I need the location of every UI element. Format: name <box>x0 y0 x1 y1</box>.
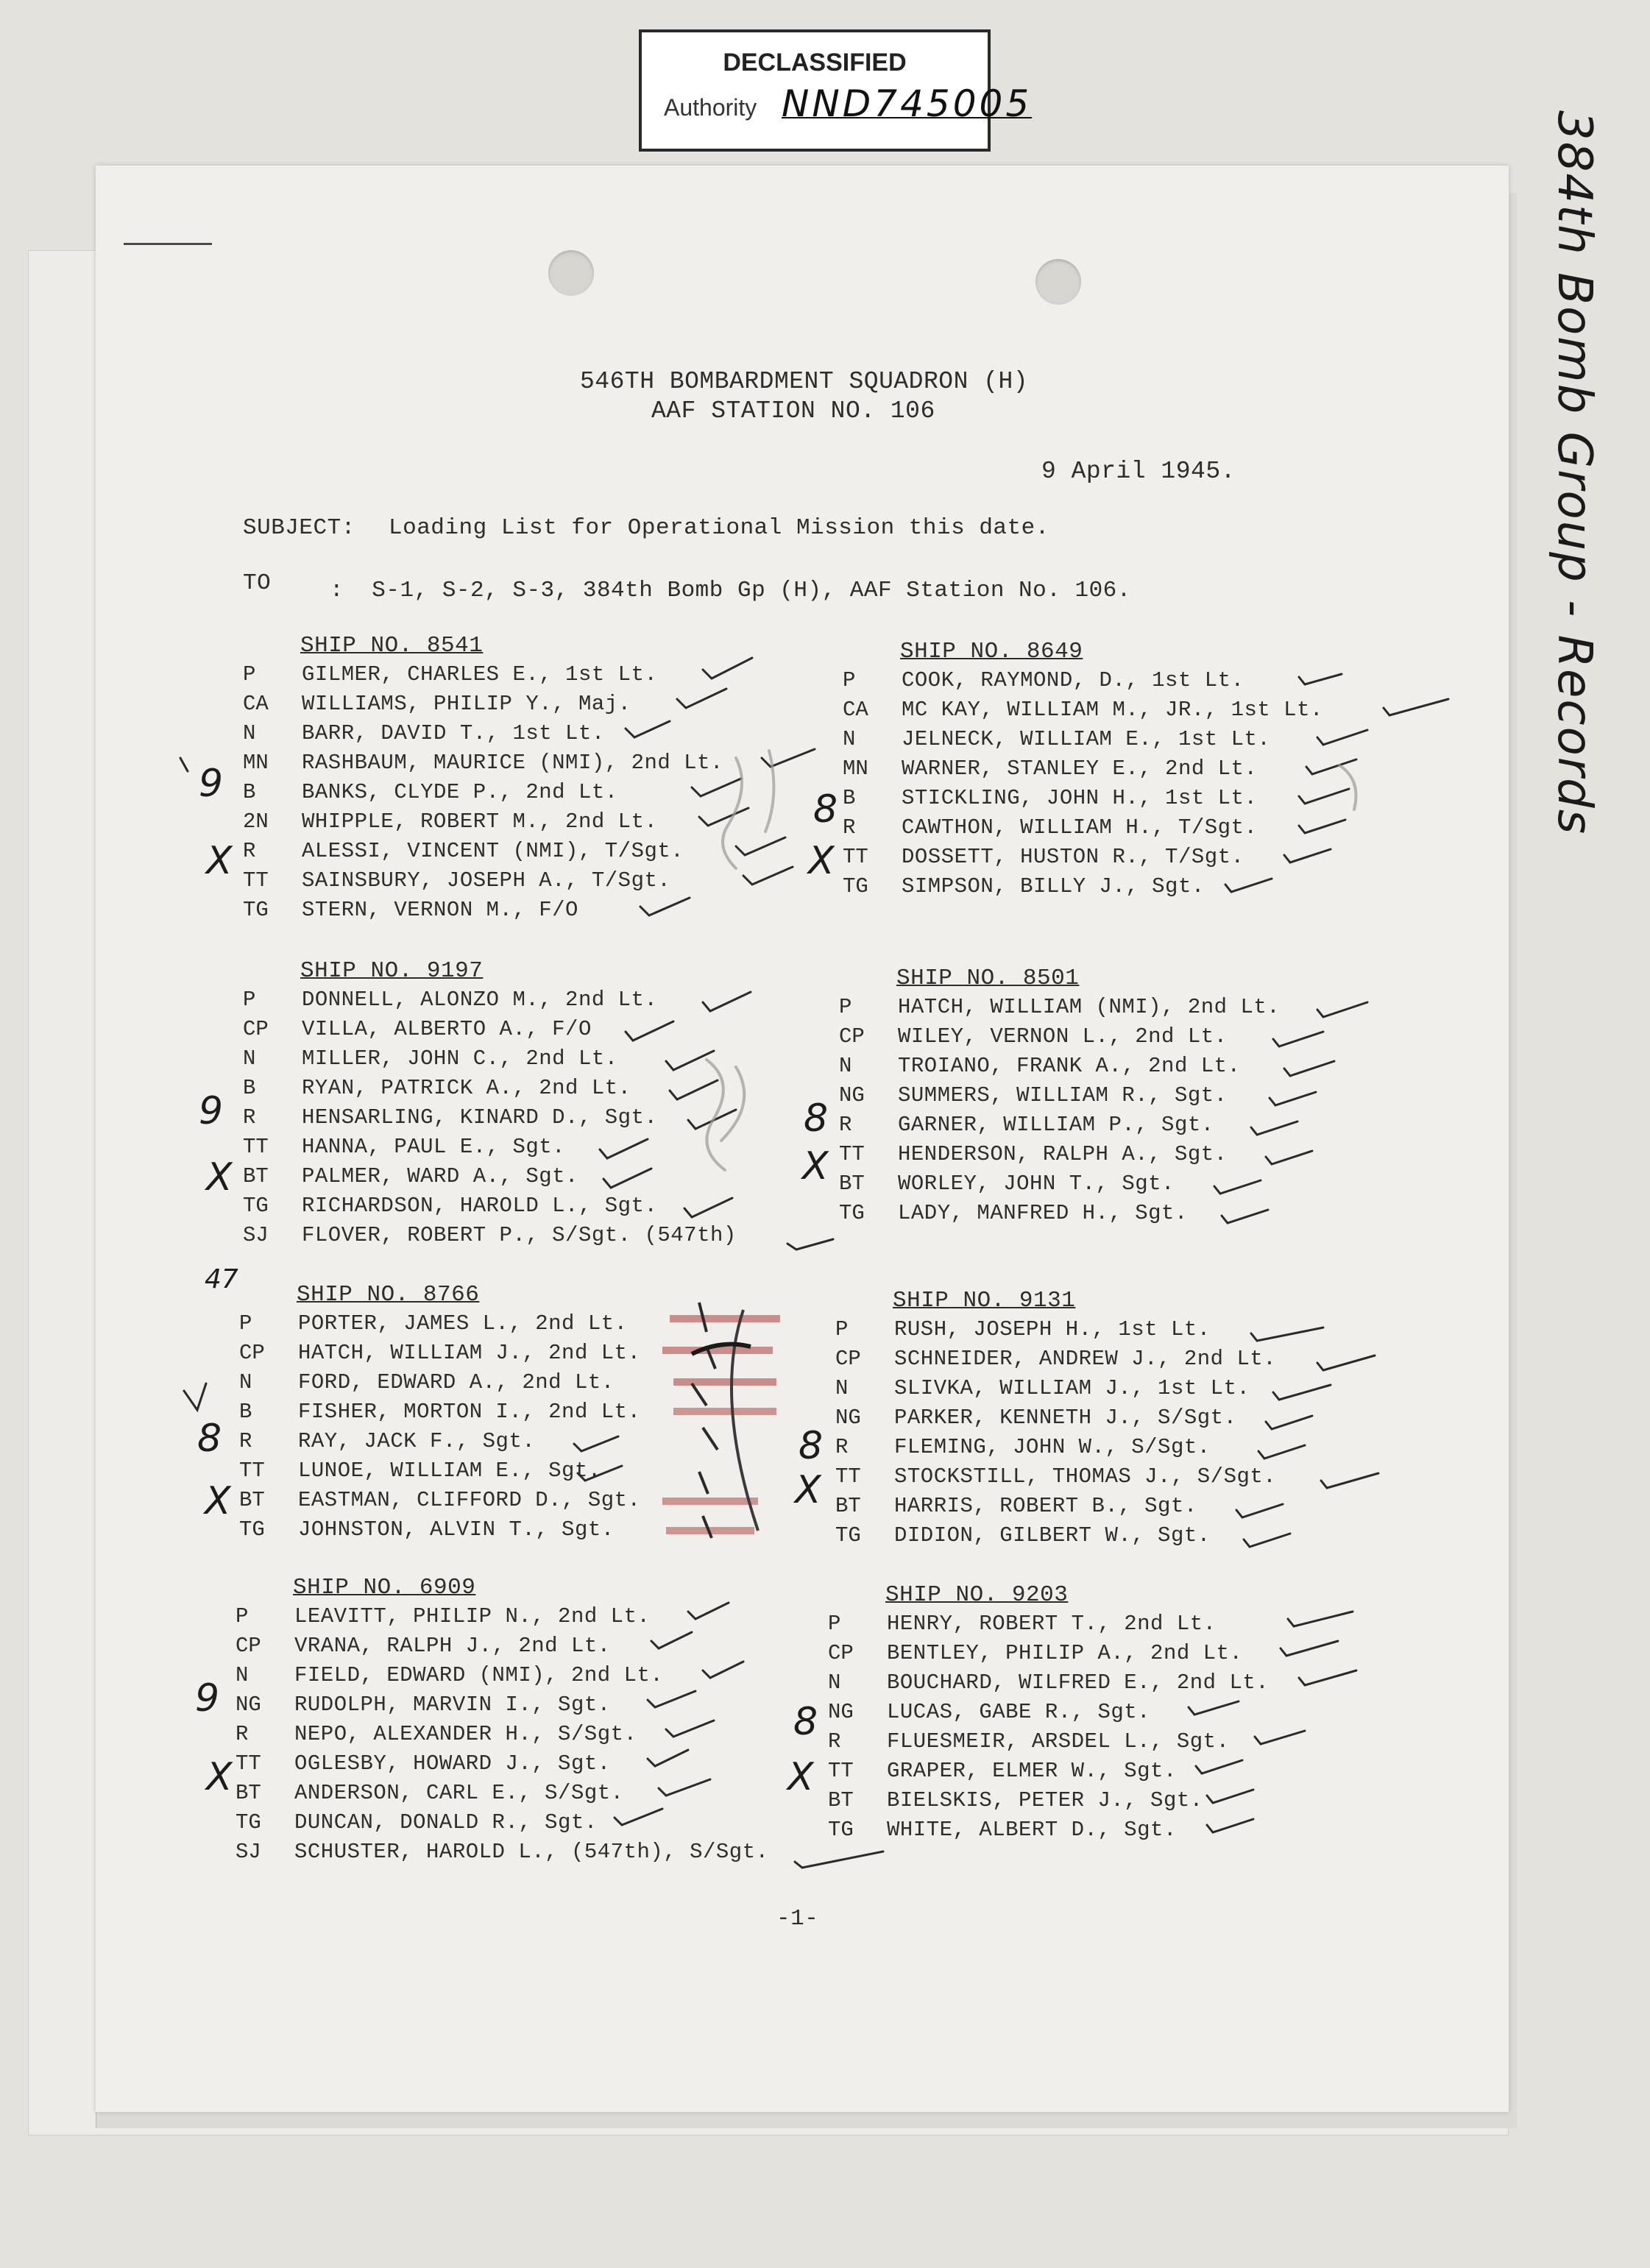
crew-name: SIMPSON, BILLY J., Sgt. <box>902 874 1205 899</box>
subject-text: Loading List for Operational Mission this date. <box>389 515 1049 541</box>
crew-name: HATCH, WILLIAM J., 2nd Lt. <box>298 1341 641 1365</box>
crew-role: BT <box>828 1788 854 1812</box>
handwritten-mark: X <box>206 1755 233 1799</box>
check-mark <box>1258 1445 1305 1459</box>
stamp-authority-number: NND745005 <box>782 82 1033 125</box>
check-mark <box>648 1750 688 1766</box>
strike-out-8766 <box>662 1303 780 1538</box>
check-mark <box>1189 1701 1239 1715</box>
crew-name: NEPO, ALEXANDER H., S/Sgt. <box>294 1722 637 1746</box>
check-mark <box>600 1139 648 1158</box>
crew-name: SLIVKA, WILLIAM J., 1st Lt. <box>894 1376 1250 1400</box>
ship-title: SHIP NO. 8501 <box>896 965 1080 991</box>
crew-name: LEAVITT, PHILIP N., 2nd Lt. <box>294 1604 651 1629</box>
crew-role: N <box>843 727 856 751</box>
ship-title: SHIP NO. 9203 <box>885 1582 1069 1608</box>
check-mark <box>684 1198 732 1217</box>
crew-role: B <box>239 1400 252 1424</box>
crew-name: TROIANO, FRANK A., 2nd Lt. <box>898 1054 1241 1078</box>
crew-name: BOUCHARD, WILFRED E., 2nd Lt. <box>887 1670 1270 1695</box>
crew-name: WILEY, VERNON L., 2nd Lt. <box>898 1024 1228 1049</box>
handwritten-mark: 9 <box>195 1676 220 1721</box>
faint-pencil-strikes <box>707 751 1356 1170</box>
crew-role: CP <box>243 1017 269 1041</box>
crew-name: BENTLEY, PHILIP A., 2nd Lt. <box>887 1641 1243 1665</box>
crew-role: TG <box>839 1201 865 1225</box>
crew-role: CP <box>236 1634 261 1658</box>
crew-role: NG <box>835 1406 861 1430</box>
check-mark <box>1266 1416 1312 1429</box>
crew-name: WHIPPLE, ROBERT M., 2nd Lt. <box>302 809 658 834</box>
crew-name: EASTMAN, CLIFFORD D., Sgt. <box>298 1488 641 1512</box>
crew-name: LADY, MANFRED H., Sgt. <box>898 1201 1188 1225</box>
crew-role: BT <box>835 1494 861 1518</box>
check-mark <box>1270 1092 1316 1105</box>
crew-name: WILLIAMS, PHILIP Y., Maj. <box>302 692 631 716</box>
check-mark <box>626 721 670 737</box>
crew-role: TT <box>839 1142 865 1166</box>
check-mark <box>688 1603 729 1619</box>
crew-role: SJ <box>243 1223 269 1247</box>
crew-role: NG <box>236 1693 261 1717</box>
check-mark <box>1273 1032 1323 1046</box>
crew-role: B <box>243 1076 256 1100</box>
check-mark <box>1196 1760 1242 1773</box>
crew-name: PARKER, KENNETH J., S/Sgt. <box>894 1406 1237 1430</box>
document-date: 9 April 1945. <box>1041 458 1236 485</box>
handwritten-mark: 9 <box>199 1089 224 1133</box>
handwritten-mark: X <box>206 839 233 883</box>
pen-tick <box>184 1383 206 1410</box>
to-label: TO <box>243 570 272 596</box>
crew-role: CP <box>839 1024 865 1049</box>
crew-name: WHITE, ALBERT D., Sgt. <box>887 1818 1177 1842</box>
check-mark <box>703 992 751 1011</box>
to-text: : S-1, S-2, S-3, 384th Bomb Gp (H), AAF Station No. 106. <box>330 578 1131 603</box>
handwritten-mark: X <box>206 1155 233 1199</box>
check-mark <box>615 1809 662 1825</box>
crew-name: PALMER, WARD A., Sgt. <box>302 1164 578 1188</box>
crew-name: GARNER, WILLIAM P., Sgt. <box>898 1113 1214 1137</box>
check-mark <box>648 1691 695 1707</box>
crew-name: HATCH, WILLIAM (NMI), 2nd Lt. <box>898 995 1281 1019</box>
crew-role: P <box>239 1311 252 1336</box>
crew-role: MN <box>843 756 868 781</box>
crew-role: CA <box>843 698 868 722</box>
crew-name: RASHBAUM, MAURICE (NMI), 2nd Lt. <box>302 751 723 775</box>
check-mark <box>1299 789 1349 804</box>
handwritten-mark: 47 <box>205 1264 238 1294</box>
check-mark <box>1207 1819 1253 1832</box>
crew-name: ALESSI, VINCENT (NMI), T/Sgt. <box>302 839 684 863</box>
crew-name: VILLA, ALBERTO A., F/O <box>302 1017 592 1041</box>
crew-role: R <box>236 1722 249 1746</box>
crew-name: LUNOE, WILLIAM E., Sgt. <box>298 1459 601 1483</box>
ship-title: SHIP NO. 8541 <box>300 633 484 659</box>
handwritten-mark: 8 <box>804 1096 829 1141</box>
crew-role: SJ <box>236 1840 261 1864</box>
crew-role: B <box>843 786 856 810</box>
crew-name: HENSARLING, KINARD D., Sgt. <box>302 1105 658 1130</box>
crew-name: FLUESMEIR, ARSDEL L., Sgt. <box>887 1729 1230 1754</box>
margin-handwritten-note: 384th Bomb Group - Records <box>1547 110 1601 836</box>
crew-role: BT <box>243 1164 269 1188</box>
check-mark <box>795 1851 883 1868</box>
crew-name: VRANA, RALPH J., 2nd Lt. <box>294 1634 611 1658</box>
crew-role: TT <box>243 1135 269 1159</box>
handwritten-mark: X <box>205 1479 231 1523</box>
crew-role: N <box>243 721 256 745</box>
check-mark <box>574 1436 618 1451</box>
squadron-heading: 546TH BOMBARDMENT SQUADRON (H) <box>580 368 1029 395</box>
crew-role: N <box>243 1046 256 1071</box>
check-mark <box>1281 1641 1338 1656</box>
check-mark <box>1244 1534 1290 1547</box>
crew-role: 2N <box>243 809 269 834</box>
crew-name: JOHNSTON, ALVIN T., Sgt. <box>298 1517 615 1542</box>
crew-role: CA <box>243 692 269 716</box>
crew-name: BIELSKIS, PETER J., Sgt. <box>887 1788 1203 1812</box>
check-mark <box>703 658 752 678</box>
check-mark <box>1207 1790 1253 1803</box>
station-heading: AAF STATION NO. 106 <box>651 397 935 425</box>
crew-name: FLEMING, JOHN W., S/Sgt. <box>894 1435 1211 1459</box>
crew-role: TG <box>828 1818 854 1842</box>
check-mark <box>1284 849 1331 862</box>
crew-role: TT <box>828 1759 854 1783</box>
crew-role: P <box>839 995 852 1019</box>
crew-name: LUCAS, GABE R., Sgt. <box>887 1700 1151 1724</box>
crew-name: ANDERSON, CARL E., S/Sgt. <box>294 1781 624 1805</box>
check-mark <box>1317 1356 1375 1370</box>
crew-role: P <box>843 668 856 692</box>
crew-role: BT <box>236 1781 261 1805</box>
crew-role: BT <box>839 1172 865 1196</box>
check-mark <box>626 1021 673 1041</box>
check-mark <box>640 898 690 915</box>
crew-name: FISHER, MORTON I., 2nd Lt. <box>298 1400 641 1424</box>
crew-name: STICKLING, JOHN H., 1st Lt. <box>902 786 1258 810</box>
crew-role: N <box>839 1054 852 1078</box>
crew-name: BARR, DAVID T., 1st Lt. <box>302 721 605 745</box>
crew-name: DONNELL, ALONZO M., 2nd Lt. <box>302 988 658 1012</box>
crew-role: CP <box>239 1341 265 1365</box>
check-mark <box>1255 1731 1305 1744</box>
crew-name: HENDERSON, RALPH A., Sgt. <box>898 1142 1228 1166</box>
crew-name: JELNECK, WILLIAM E., 1st Lt. <box>902 727 1271 751</box>
crew-role: P <box>835 1317 849 1342</box>
check-mark <box>703 1662 743 1678</box>
crew-role: P <box>236 1604 249 1629</box>
check-mark <box>1284 1061 1334 1076</box>
check-mark <box>1384 699 1448 715</box>
crew-name: GILMER, CHARLES E., 1st Lt. <box>302 662 658 687</box>
check-mark <box>1288 1612 1353 1626</box>
crew-role: P <box>243 662 256 687</box>
crew-role: N <box>835 1376 849 1400</box>
check-mark <box>1225 879 1272 892</box>
handwritten-mark: 8 <box>793 1700 818 1744</box>
crew-role: TT <box>843 845 868 869</box>
ship-title: SHIP NO. 9131 <box>893 1288 1076 1314</box>
crew-role: TG <box>236 1810 261 1835</box>
crew-role: TG <box>843 874 868 899</box>
crew-name: DIDION, GILBERT W., Sgt. <box>894 1523 1211 1548</box>
ship-title: SHIP NO. 6909 <box>293 1575 476 1601</box>
crew-role: TG <box>243 898 269 922</box>
handwritten-mark: X <box>795 1468 821 1512</box>
handwritten-mark: X <box>808 839 835 883</box>
crew-role: CP <box>828 1641 854 1665</box>
crew-name: RUDOLPH, MARVIN I., Sgt. <box>294 1693 611 1717</box>
crew-role: R <box>828 1729 841 1754</box>
check-mark <box>1236 1504 1283 1517</box>
crew-name: RYAN, PATRICK A., 2nd Lt. <box>302 1076 631 1100</box>
check-mark <box>677 689 726 708</box>
crew-role: TT <box>236 1751 261 1776</box>
check-mark <box>699 808 748 826</box>
crew-role: N <box>828 1670 841 1695</box>
check-mark <box>1321 1473 1378 1488</box>
check-mark <box>736 837 785 855</box>
crew-name: SCHUSTER, HAROLD L., (547th), S/Sgt. <box>294 1840 769 1864</box>
check-mark <box>692 779 741 796</box>
handwritten-mark: X <box>787 1755 814 1799</box>
crew-name: HARRIS, ROBERT B., Sgt. <box>894 1494 1197 1518</box>
stamp-authority-label: Authority <box>664 94 757 121</box>
crew-role: P <box>828 1612 841 1636</box>
crew-role: N <box>236 1663 249 1687</box>
crew-name: FORD, EDWARD A., 2nd Lt. <box>298 1370 615 1395</box>
check-mark <box>666 1721 714 1737</box>
crew-name: RUSH, JOSEPH H., 1st Lt. <box>894 1317 1211 1342</box>
crew-role: R <box>835 1435 849 1459</box>
crew-role: MN <box>243 751 269 775</box>
crew-role: R <box>839 1113 852 1137</box>
crew-name: SUMMERS, WILLIAM R., Sgt. <box>898 1083 1228 1108</box>
crew-role: TG <box>239 1517 265 1542</box>
crew-role: TT <box>239 1459 265 1483</box>
check-mark <box>1222 1210 1268 1223</box>
handwritten-mark: 8 <box>813 787 838 832</box>
crew-name: STERN, VERNON M., F/O <box>302 898 578 922</box>
check-mark <box>659 1779 710 1796</box>
check-mark <box>743 867 793 885</box>
crew-name: SCHNEIDER, ANDREW J., 2nd Lt. <box>894 1347 1277 1371</box>
crew-role: N <box>239 1370 252 1395</box>
check-mark <box>1251 1121 1297 1135</box>
handwritten-mark: 9 <box>199 762 224 806</box>
crew-role: BT <box>239 1488 265 1512</box>
crew-name: SAINSBURY, JOSEPH A., T/Sgt. <box>302 868 671 893</box>
crew-role: B <box>243 780 256 804</box>
crew-role: R <box>243 839 256 863</box>
check-mark <box>1299 1670 1356 1685</box>
check-mark <box>578 1466 622 1481</box>
crew-role: R <box>239 1429 252 1453</box>
crew-role: NG <box>839 1083 865 1108</box>
crew-name: FIELD, EDWARD (NMI), 2nd Lt. <box>294 1663 664 1687</box>
crew-name: OGLESBY, HOWARD J., Sgt. <box>294 1751 611 1776</box>
check-mark <box>1317 730 1367 745</box>
check-mark <box>787 1239 833 1250</box>
crew-role: TT <box>243 868 269 893</box>
crew-name: HENRY, ROBERT T., 2nd Lt. <box>887 1612 1217 1636</box>
check-mark <box>1266 1151 1312 1164</box>
subject-label: SUBJECT: <box>243 515 355 541</box>
check-mark <box>1273 1385 1331 1400</box>
crew-name: WARNER, STANLEY E., 2nd Lt. <box>902 756 1258 781</box>
crew-name: GRAPER, ELMER W., Sgt. <box>887 1759 1177 1783</box>
crew-name: MILLER, JOHN C., 2nd Lt. <box>302 1046 618 1071</box>
check-mark <box>670 1080 718 1099</box>
crew-role: TG <box>835 1523 861 1548</box>
crew-role: TT <box>835 1464 861 1489</box>
crew-name: HANNA, PAUL E., Sgt. <box>302 1135 566 1159</box>
crew-role: R <box>843 815 856 840</box>
ship-title: SHIP NO. 9197 <box>300 958 484 984</box>
crew-name: RICHARDSON, HAROLD L., Sgt. <box>302 1194 658 1218</box>
check-mark <box>1251 1328 1323 1341</box>
check-mark <box>1299 674 1342 684</box>
check-mark <box>651 1632 692 1648</box>
check-mark <box>603 1169 651 1188</box>
ship-title: SHIP NO. 8766 <box>297 1282 480 1308</box>
crew-name: FLOVER, ROBERT P., S/Sgt. (547th) <box>302 1223 737 1247</box>
crew-role: CP <box>835 1347 861 1371</box>
crew-role: NG <box>828 1700 854 1724</box>
crew-name: STOCKSTILL, THOMAS J., S/Sgt. <box>894 1464 1277 1489</box>
crew-name: RAY, JACK F., Sgt. <box>298 1429 536 1453</box>
check-mark <box>1317 1002 1367 1017</box>
check-mark <box>1214 1180 1261 1194</box>
stamp-title: DECLASSIFIED <box>723 49 907 77</box>
ship-title: SHIP NO. 8649 <box>900 639 1083 665</box>
pen-tick <box>180 758 188 771</box>
page-number: -1- <box>776 1906 819 1932</box>
handwritten-mark: X <box>802 1144 829 1188</box>
crew-name: DUNCAN, DONALD R., Sgt. <box>294 1810 598 1835</box>
crew-role: P <box>243 988 256 1012</box>
crew-name: CAWTHON, WILLIAM H., T/Sgt. <box>902 815 1258 840</box>
crew-role: TG <box>243 1194 269 1218</box>
handwritten-mark: 8 <box>197 1417 222 1461</box>
crew-name: MC KAY, WILLIAM M., JR., 1st Lt. <box>902 698 1323 722</box>
crew-name: PORTER, JAMES L., 2nd Lt. <box>298 1311 628 1336</box>
check-mark <box>1299 820 1345 833</box>
crew-name: WORLEY, JOHN T., Sgt. <box>898 1172 1175 1196</box>
handwritten-mark: 8 <box>799 1424 824 1468</box>
crew-name: COOK, RAYMOND, D., 1st Lt. <box>902 668 1244 692</box>
crew-name: BANKS, CLYDE P., 2nd Lt. <box>302 780 618 804</box>
crew-name: DOSSETT, HUSTON R., T/Sgt. <box>902 845 1244 869</box>
crew-role: R <box>243 1105 256 1130</box>
